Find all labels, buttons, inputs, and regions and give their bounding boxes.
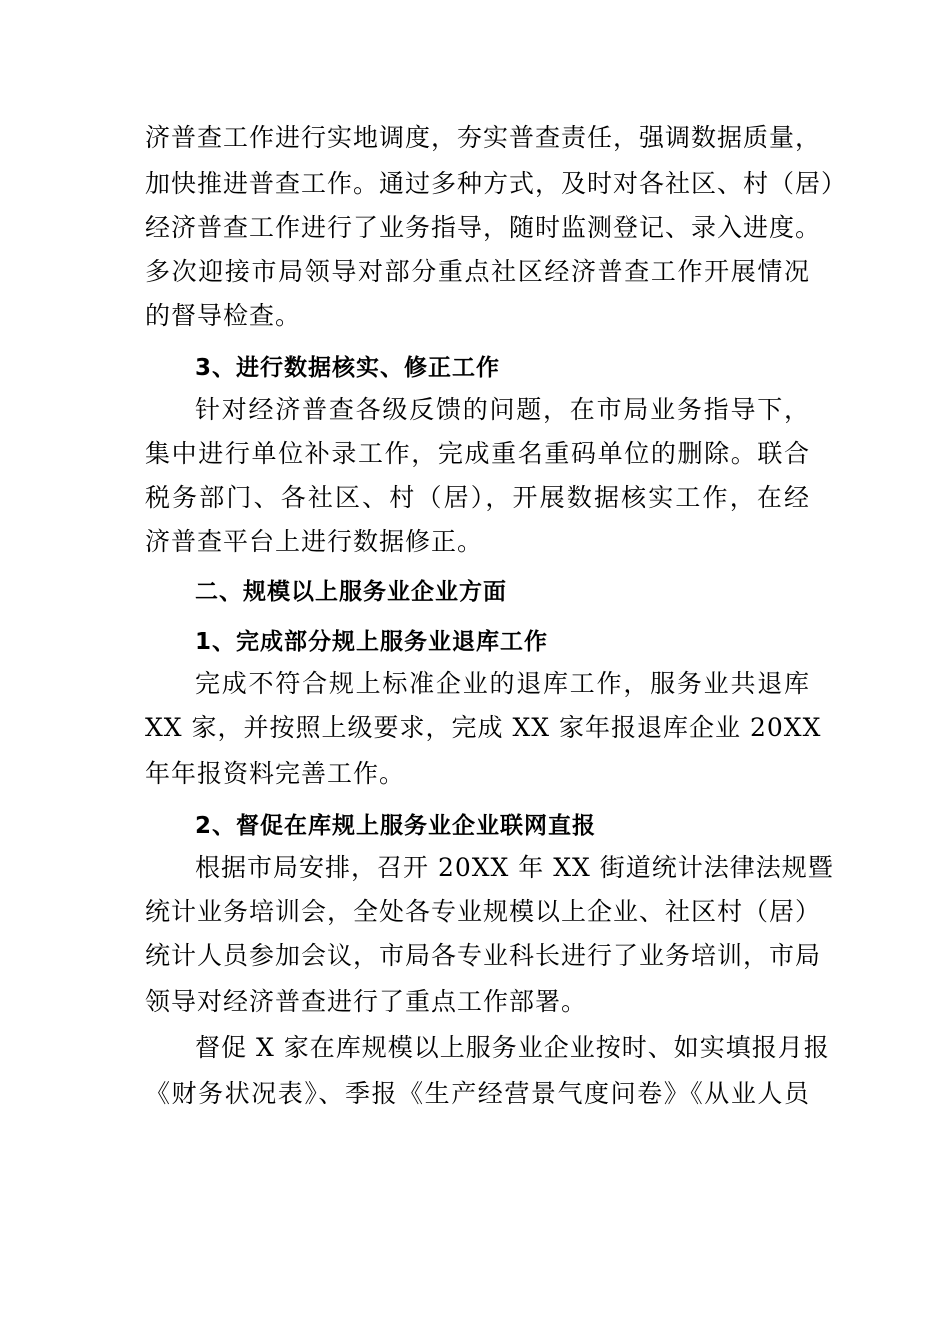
paragraph-line: 领导对经济普查进行了重点工作部署。 — [145, 987, 588, 1016]
paragraph-line: 的督导检查。 — [145, 301, 302, 330]
paragraph-line: 针对经济普查各级反馈的问题，在市局业务指导下， — [195, 395, 810, 424]
subsection-heading: 2、督促在库规上服务业企业联网直报 — [195, 813, 597, 839]
paragraph-line: 济普查平台上进行数据修正。 — [145, 527, 484, 556]
paragraph-line: XX 家，并按照上级要求，完成 XX 家年报退库企业 20XX — [145, 713, 822, 742]
paragraph-line: 根据市局安排，召开 20XX 年 XX 街道统计法律法规暨 — [195, 853, 834, 882]
paragraph-line: 多次迎接市局领导对部分重点社区经济普查工作开展情况 — [145, 257, 810, 286]
paragraph-line: 济普查工作进行实地调度，夯实普查责任，强调数据质量， — [145, 123, 822, 152]
paragraph-line: 《财务状况表》、季报《生产经营景气度问卷》《从业人员 — [145, 1079, 810, 1108]
subsection-heading: 3、进行数据核实、修正工作 — [195, 355, 501, 381]
paragraph-line: 统计人员参加会议，市局各专业科长进行了业务培训，市局 — [145, 941, 822, 970]
paragraph-line: 集中进行单位补录工作，完成重名重码单位的删除。联合 — [145, 439, 810, 468]
paragraph-line: 加快推进普查工作。通过多种方式，及时对各社区、村（居） — [145, 169, 848, 198]
paragraph-line: 年年报资料完善工作。 — [145, 759, 406, 788]
paragraph-line: 完成不符合规上标准企业的退库工作，服务业共退库 — [195, 669, 810, 698]
paragraph-line: 统计业务培训会，全处各专业规模以上企业、社区村（居） — [145, 897, 822, 926]
section-heading: 二、规模以上服务业企业方面 — [195, 579, 507, 605]
subsection-heading: 1、完成部分规上服务业退库工作 — [195, 629, 549, 655]
paragraph-line: 税务部门、各社区、村（居），开展数据核实工作，在经 — [145, 483, 810, 512]
paragraph-line: 督促 X 家在库规模以上服务业企业按时、如实填报月报 — [195, 1033, 830, 1062]
paragraph-line: 经济普查工作进行了业务指导，随时监测登记、录入进度。 — [145, 213, 822, 242]
